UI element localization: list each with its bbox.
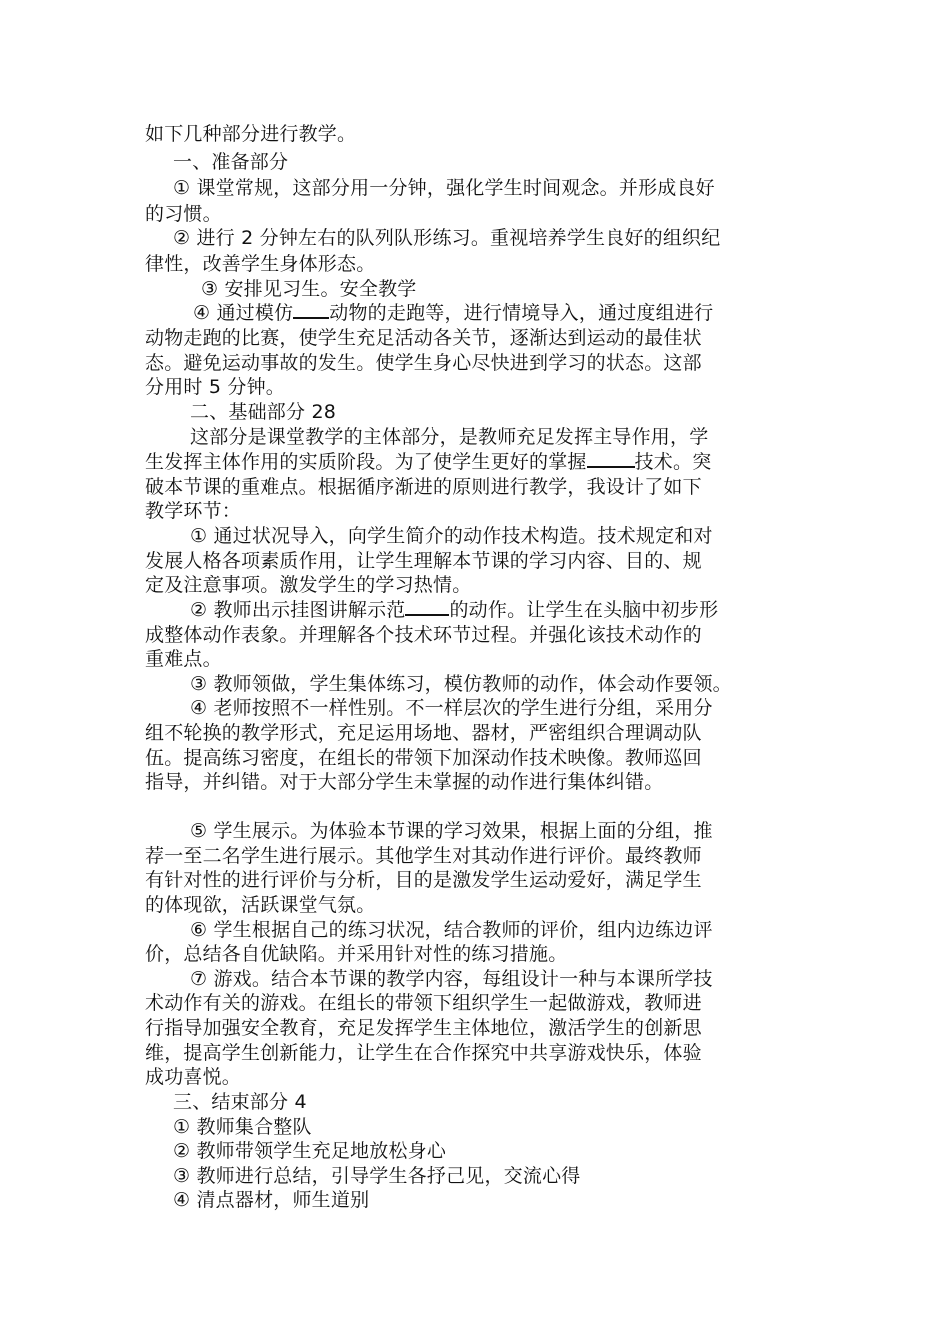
text-line: 伍。提高练习密度，在组长的带领下加深动作技术映像。教师巡回	[145, 747, 702, 769]
text-line: ① 课堂常规，这部分用一分钟，强化学生时间观念。并形成良好	[173, 177, 715, 199]
text-segment: 的动作。让学生在头脑中初步形	[449, 599, 719, 621]
list-item: ① 教师集合整队	[173, 1116, 312, 1138]
text-line: 有针对性的进行评价与分析，目的是激发学生运动爱好，满足学生	[145, 869, 702, 891]
text-segment: ② 教师出示挂图讲解示范	[190, 599, 406, 621]
text-segment: 技术。突	[634, 451, 712, 473]
text-line: 态。避免运动事故的发生。使学生身心尽快进到学习的状态。这部	[145, 352, 702, 374]
text-line: 荐一至二名学生进行展示。其他学生对其动作进行评价。最终教师	[145, 845, 702, 867]
fill-blank	[405, 598, 449, 616]
text-line: ⑦ 游戏。结合本节课的教学内容，每组设计一种与本课所学技	[190, 968, 713, 990]
text-line: 价，总结各自优缺陷。并采用针对性的练习措施。	[145, 943, 568, 965]
text-line	[193, 300, 713, 326]
text-line: 指导，并纠错。对于大部分学生未掌握的动作进行集体纠错。	[145, 771, 664, 793]
text-line: 律性，改善学生身体形态。	[145, 253, 376, 275]
text-line: 教学环节：	[145, 500, 242, 522]
fill-blank	[293, 301, 329, 319]
text-segment: 动物的走跑等，进行情境导入，通过度组进行	[329, 302, 714, 324]
text-line: 成功喜悦。	[145, 1066, 242, 1088]
text-line: 术动作有关的游戏。在组长的带领下组织学生一起做游戏，教师进	[145, 992, 702, 1014]
text-line	[145, 449, 711, 475]
text-line: 发展人格各项素质作用，让学生理解本节课的学习内容、目的、规	[145, 550, 702, 572]
list-item: ② 教师带领学生充足地放松身心	[173, 1140, 447, 1162]
text-line: 的习惯。	[145, 203, 222, 225]
text-line: ⑥ 学生根据自己的练习状况，结合教师的评价，组内边练边评	[190, 919, 713, 941]
text-line	[190, 597, 718, 623]
section-heading: 一、准备部分	[173, 151, 289, 173]
text-line: 重难点。	[145, 648, 222, 670]
text-line: ⑤ 学生展示。为体验本节课的学习效果，根据上面的分组，推	[190, 820, 713, 842]
section-heading: 三、结束部分 4	[173, 1091, 307, 1113]
text-line: 行指导加强安全教育，充足发挥学生主体地位，激活学生的创新思	[145, 1017, 702, 1039]
text-segment: 生发挥主体作用的实质阶段。为了使学生更好的掌握	[145, 451, 587, 473]
fill-blank	[587, 450, 635, 468]
list-item: ③ 教师进行总结，引导学生各抒己见，交流心得	[173, 1165, 581, 1187]
text-line: 组不轮换的教学形式，充足运用场地、器材，严密组织合理调动队	[145, 722, 702, 744]
text-line: ② 进行 2 分钟左右的队列队形练习。重视培养学生良好的组织纪	[173, 227, 721, 249]
text-line: 动物走跑的比赛，使学生充足活动各关节，逐渐达到运动的最佳状	[145, 327, 702, 349]
text-segment: ④ 通过模仿	[193, 302, 294, 324]
text-line: 维，提高学生创新能力，让学生在合作探究中共享游戏快乐，体验	[145, 1042, 702, 1064]
text-line: 的体现欲，活跃课堂气氛。	[145, 894, 376, 916]
text-line: ④ 老师按照不一样性别。不一样层次的学生进行分组，采用分	[190, 697, 713, 719]
list-item: ④ 清点器材，师生道别	[173, 1189, 370, 1211]
text-line: ① 通过状况导入，向学生简介的动作技术构造。技术规定和对	[190, 525, 713, 547]
text-line: 破本节课的重难点。根据循序渐进的原则进行教学，我设计了如下	[145, 476, 702, 498]
text-line: 定及注意事项。激发学生的学习热情。	[145, 574, 472, 596]
text-line: ③ 安排见习生。安全教学	[201, 278, 417, 300]
text-line: ③ 教师领做，学生集体练习，模仿教师的动作，体会动作要领。	[190, 673, 732, 695]
text-line: 如下几种部分进行教学。	[145, 123, 357, 145]
text-line: 分用时 5 分钟。	[145, 376, 285, 398]
text-line: 这部分是课堂教学的主体部分，是教师充足发挥主导作用，学	[190, 426, 709, 448]
section-heading: 二、基础部分 28	[190, 401, 337, 423]
text-line: 成整体动作表象。并理解各个技术环节过程。并强化该技术动作的	[145, 624, 702, 646]
